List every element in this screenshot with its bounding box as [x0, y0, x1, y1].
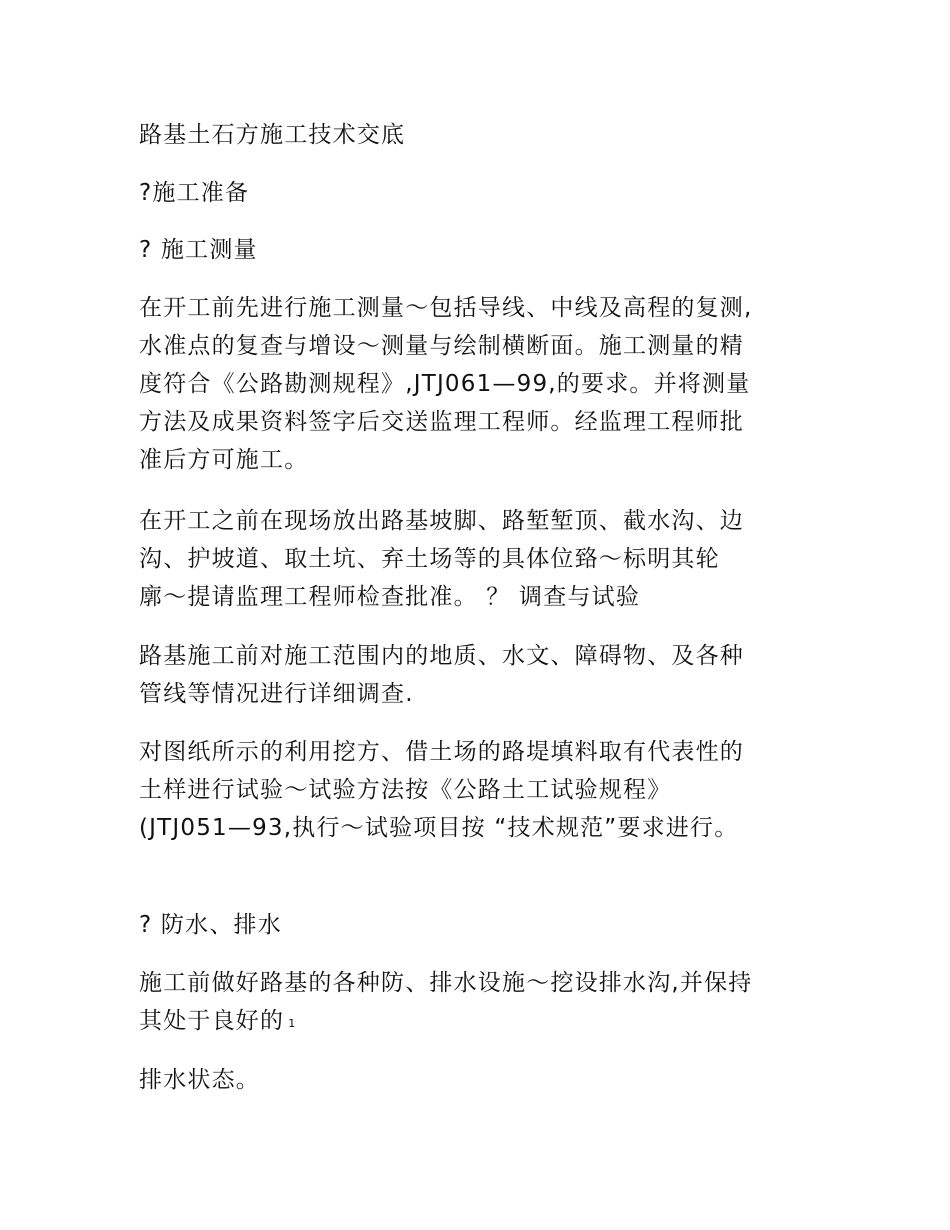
text-line: (JTJ051—93,执行～试验项目按 “技术规范”要求进行。 [139, 815, 739, 841]
text-line: 路基施工前对施工范围内的地质、水文、障碍物、及各种 [139, 643, 744, 669]
subsection-heading-survey: ? 施工测量 [139, 237, 258, 263]
subsection-heading-drainage: ? 防水、排水 [139, 912, 282, 938]
text-line: 在开工之前在现场放出路基坡脚、路堑堑顶、截水沟、边 [139, 508, 744, 534]
section-heading-preparation: ?施工准备 [139, 180, 250, 206]
text-line: 沟、护坡道、取土坑、弃土场等的具体位臵～标明其轮 [139, 546, 720, 572]
text-line: 水准点的复查与增设～测量与绘制横断面。施工测量的精 [139, 333, 744, 359]
text-line: 对图纸所示的利用挖方、借土场的路堤填料取有代表性的 [139, 739, 744, 765]
text-line: 土样进行试验～试验方法按《公路土工试验规程》 [139, 777, 672, 803]
text-line [139, 1002, 839, 1043]
footnote-marker: 1 [288, 1017, 297, 1030]
text-line: 在开工前先进行施工测量～包括导线、中线及高程的复测, [139, 295, 753, 321]
text-line: 方法及成果资料签字后交送监理工程师。经监理工程师批 [139, 409, 744, 435]
text-line: 施工前做好路基的各种防、排水设施～挖设排水沟,并保持 [139, 970, 753, 996]
text-line: 准后方可施工。 [139, 447, 309, 473]
text-line: 廓～提请监理工程师检查批准。 ？ 调查与试验 [139, 584, 641, 610]
text-segment: 其处于良好的 [139, 1008, 285, 1034]
text-line: 管线等情况进行详细调查. [139, 681, 414, 707]
paragraph-drainage-continued: 排水状态。 [139, 1067, 260, 1093]
document-title: 路基土石方施工技术交底 [139, 122, 406, 148]
text-line: 度符合《公路勘测规程》,JTJ061—99,的要求。并将测量 [139, 371, 751, 397]
